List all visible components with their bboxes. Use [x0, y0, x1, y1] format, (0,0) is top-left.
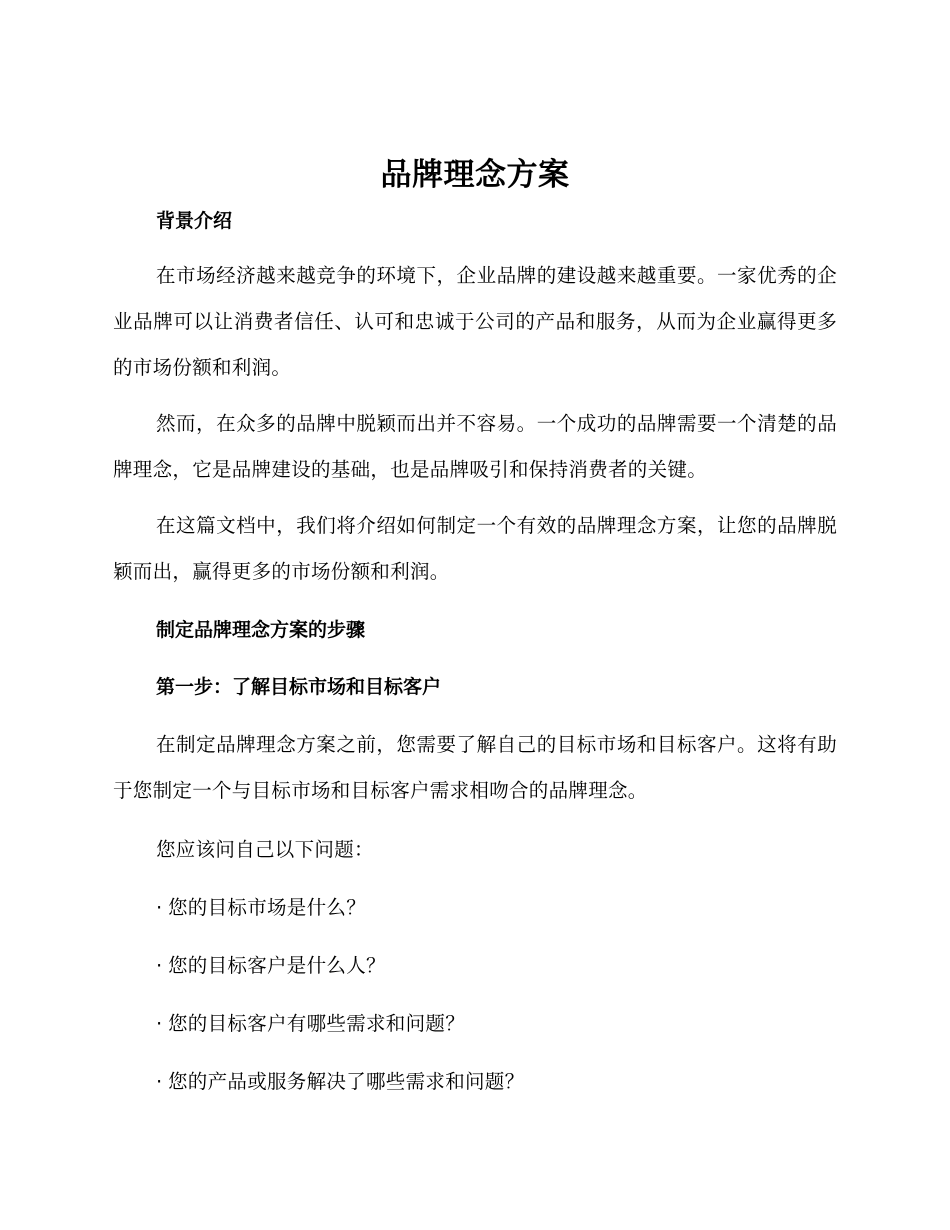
background-paragraph-1: 在市场经济越来越竞争的环境下，企业品牌的建设越来越重要。一家优秀的企业品牌可以让消费者信任、认可和忠诚于公司的产品和服务，从而为企业赢得更多的市场份额和利润。 — [113, 264, 837, 379]
bullet-dot: · — [156, 1012, 163, 1035]
list-item-text: 您的产品或服务解决了哪些需求和问题？ — [168, 1070, 525, 1093]
section-heading-step-1: 第一步：了解目标市场和目标客户 — [156, 676, 442, 698]
document-content — [113, 150, 837, 1098]
background-paragraph-2: 然而，在众多的品牌中脱颖而出并不容易。一个成功的品牌需要一个清楚的品牌理念，它是品牌建设的基础，也是品牌吸引和保持消费者的关键。 — [113, 412, 837, 481]
section-heading-steps: 制定品牌理念方案的步骤 — [156, 619, 366, 641]
questions-intro: 您应该问自己以下问题： — [156, 838, 374, 861]
step-1-paragraph: 在制定品牌理念方案之前，您需要了解自己的目标市场和目标客户。这将有助于您制定一个与目标市场和目标客户需求相吻合的品牌理念。 — [113, 733, 837, 802]
section-heading-background: 背景介绍 — [156, 210, 233, 232]
bullet-dot: · — [156, 1070, 163, 1093]
list-item — [113, 950, 837, 982]
bullet-dot: · — [156, 896, 163, 919]
list-item-text: 您的目标市场是什么？ — [168, 896, 367, 919]
bullet-dot: · — [156, 954, 163, 977]
list-item — [113, 892, 837, 924]
list-item — [113, 1066, 837, 1098]
list-item-text: 您的目标客户是什么人？ — [168, 954, 386, 977]
document-title: 品牌理念方案 — [380, 157, 570, 193]
list-item-text: 您的目标客户有哪些需求和问题？ — [168, 1012, 466, 1035]
list-item — [113, 1008, 837, 1040]
background-paragraph-3: 在这篇文档中，我们将介绍如何制定一个有效的品牌理念方案，让您的品牌脱颖而出，赢得更多的市场份额和利润。 — [113, 514, 837, 583]
